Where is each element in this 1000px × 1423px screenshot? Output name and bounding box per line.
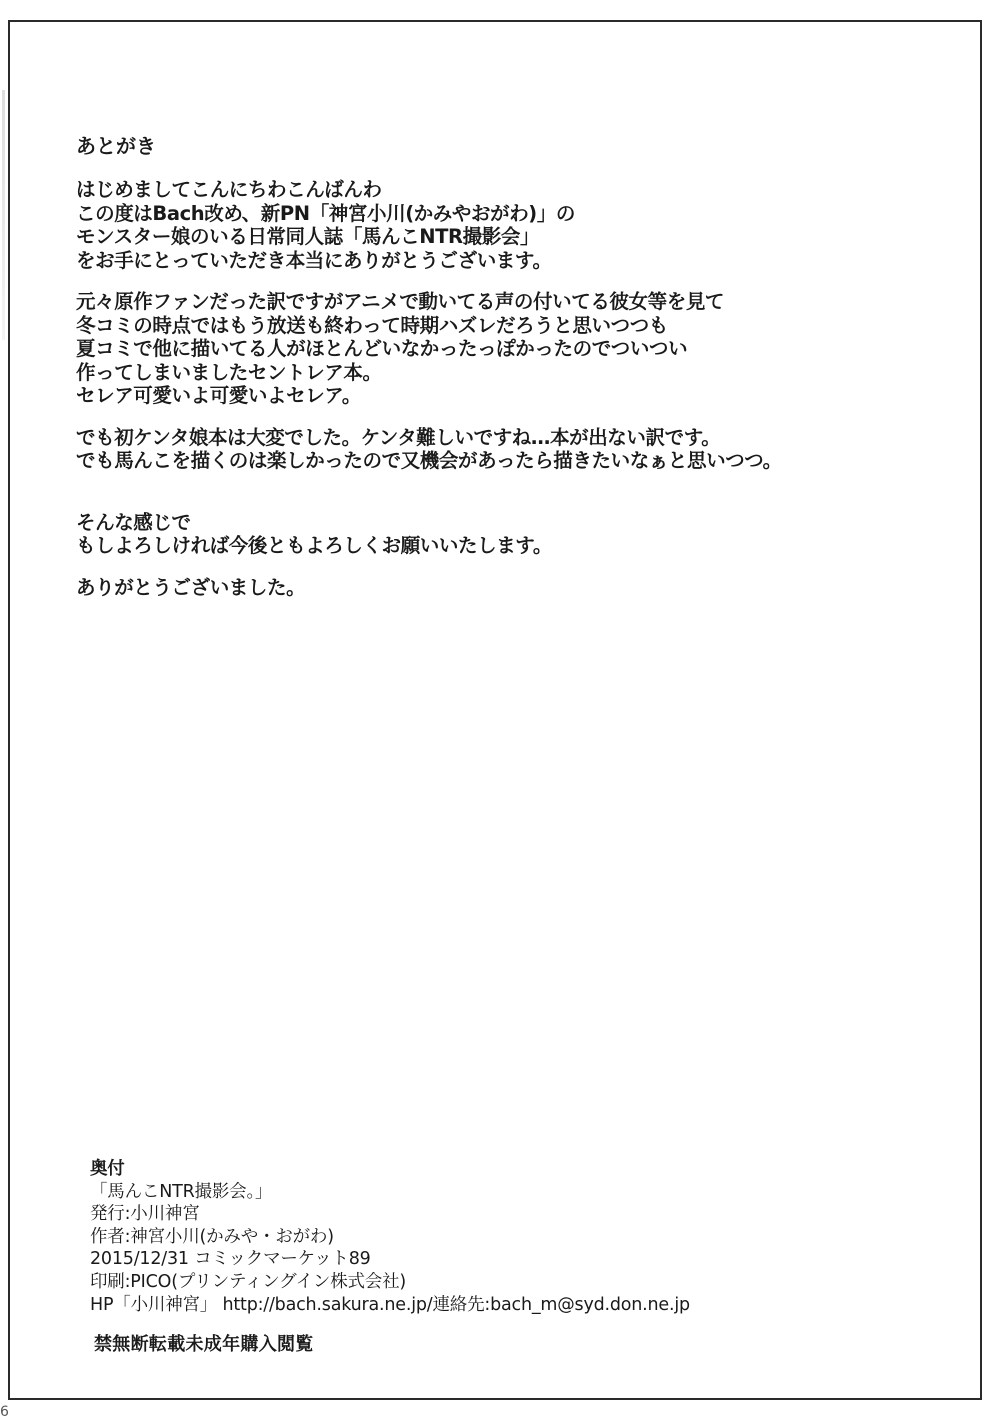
afterword-section	[76, 134, 956, 617]
text-line: はじめましてこんにちわこんばんわ	[76, 178, 382, 201]
text-line: 元々原作ファンだった訳ですがアニメで動いてる声の付いてる彼女等を見て	[76, 290, 725, 313]
page-edge-shadow	[2, 90, 5, 340]
page-number: 6	[0, 1404, 9, 1420]
text-line: そんな感じで	[76, 510, 191, 534]
colophon-homepage: HP「小川神宮」 http://bach.sakura.ne.jp/連絡先:bach_m@syd.don.ne.jp	[90, 1294, 690, 1315]
text-line: をお手にとっていただき本当にありがとうございます。	[76, 248, 552, 272]
text-line: でも初ケンタ娘本は大変でした。ケンタ難しいですね…本が出ない訳です。	[76, 425, 721, 449]
colophon-printer: 印刷:PICO(プリンティングイン株式会社)	[90, 1271, 407, 1292]
text-line: 冬コミの時点ではもう放送も終わって時期ハズレだろうと思いつつも	[76, 313, 668, 337]
colophon-heading: 奥付	[90, 1159, 125, 1179]
afterword-paragraph-thanks	[76, 576, 956, 600]
text-line: この度はBach改め、新PN「神宮小川(かみやおがわ)」の	[76, 201, 576, 225]
colophon-publisher: 発行:小川神宮	[90, 1204, 200, 1225]
afterword-paragraph-request	[76, 511, 956, 558]
afterword-paragraph-greeting	[76, 178, 956, 272]
reproduction-notice: 禁無断転載未成年購入閲覧	[94, 1334, 314, 1355]
colophon-author: 作者:神宮小川(かみや・おがわ)	[90, 1226, 334, 1247]
text-line: でも馬んこを描くのは楽しかったので又機会があったら描きたいなぁと思いつつ。	[76, 449, 782, 472]
afterword-title: あとがき	[76, 134, 156, 158]
colophon-title: 「馬んこNTR撮影会。」	[90, 1181, 273, 1202]
text-line: セレア可愛いよ可愛いよセレア。	[76, 384, 361, 407]
text-line: もしよろしければ今後ともよろしくお願いいたします。	[76, 534, 552, 557]
text-line: モンスター娘のいる日常同人誌「馬んこNTR撮影会」	[76, 225, 540, 248]
colophon-date-event: 2015/12/31 コミックマーケット89	[90, 1249, 371, 1270]
afterword-paragraph-background	[76, 290, 956, 408]
text-line: 作ってしまいましたセントレア本。	[76, 360, 382, 384]
text-line: 夏コミで他に描いてる人がほとんどいなかったっぽかったのでついつい	[76, 337, 688, 360]
text-line: ありがとうございました。	[76, 575, 306, 599]
afterword-paragraph-difficulty	[76, 426, 956, 473]
colophon-section	[90, 1158, 950, 1316]
